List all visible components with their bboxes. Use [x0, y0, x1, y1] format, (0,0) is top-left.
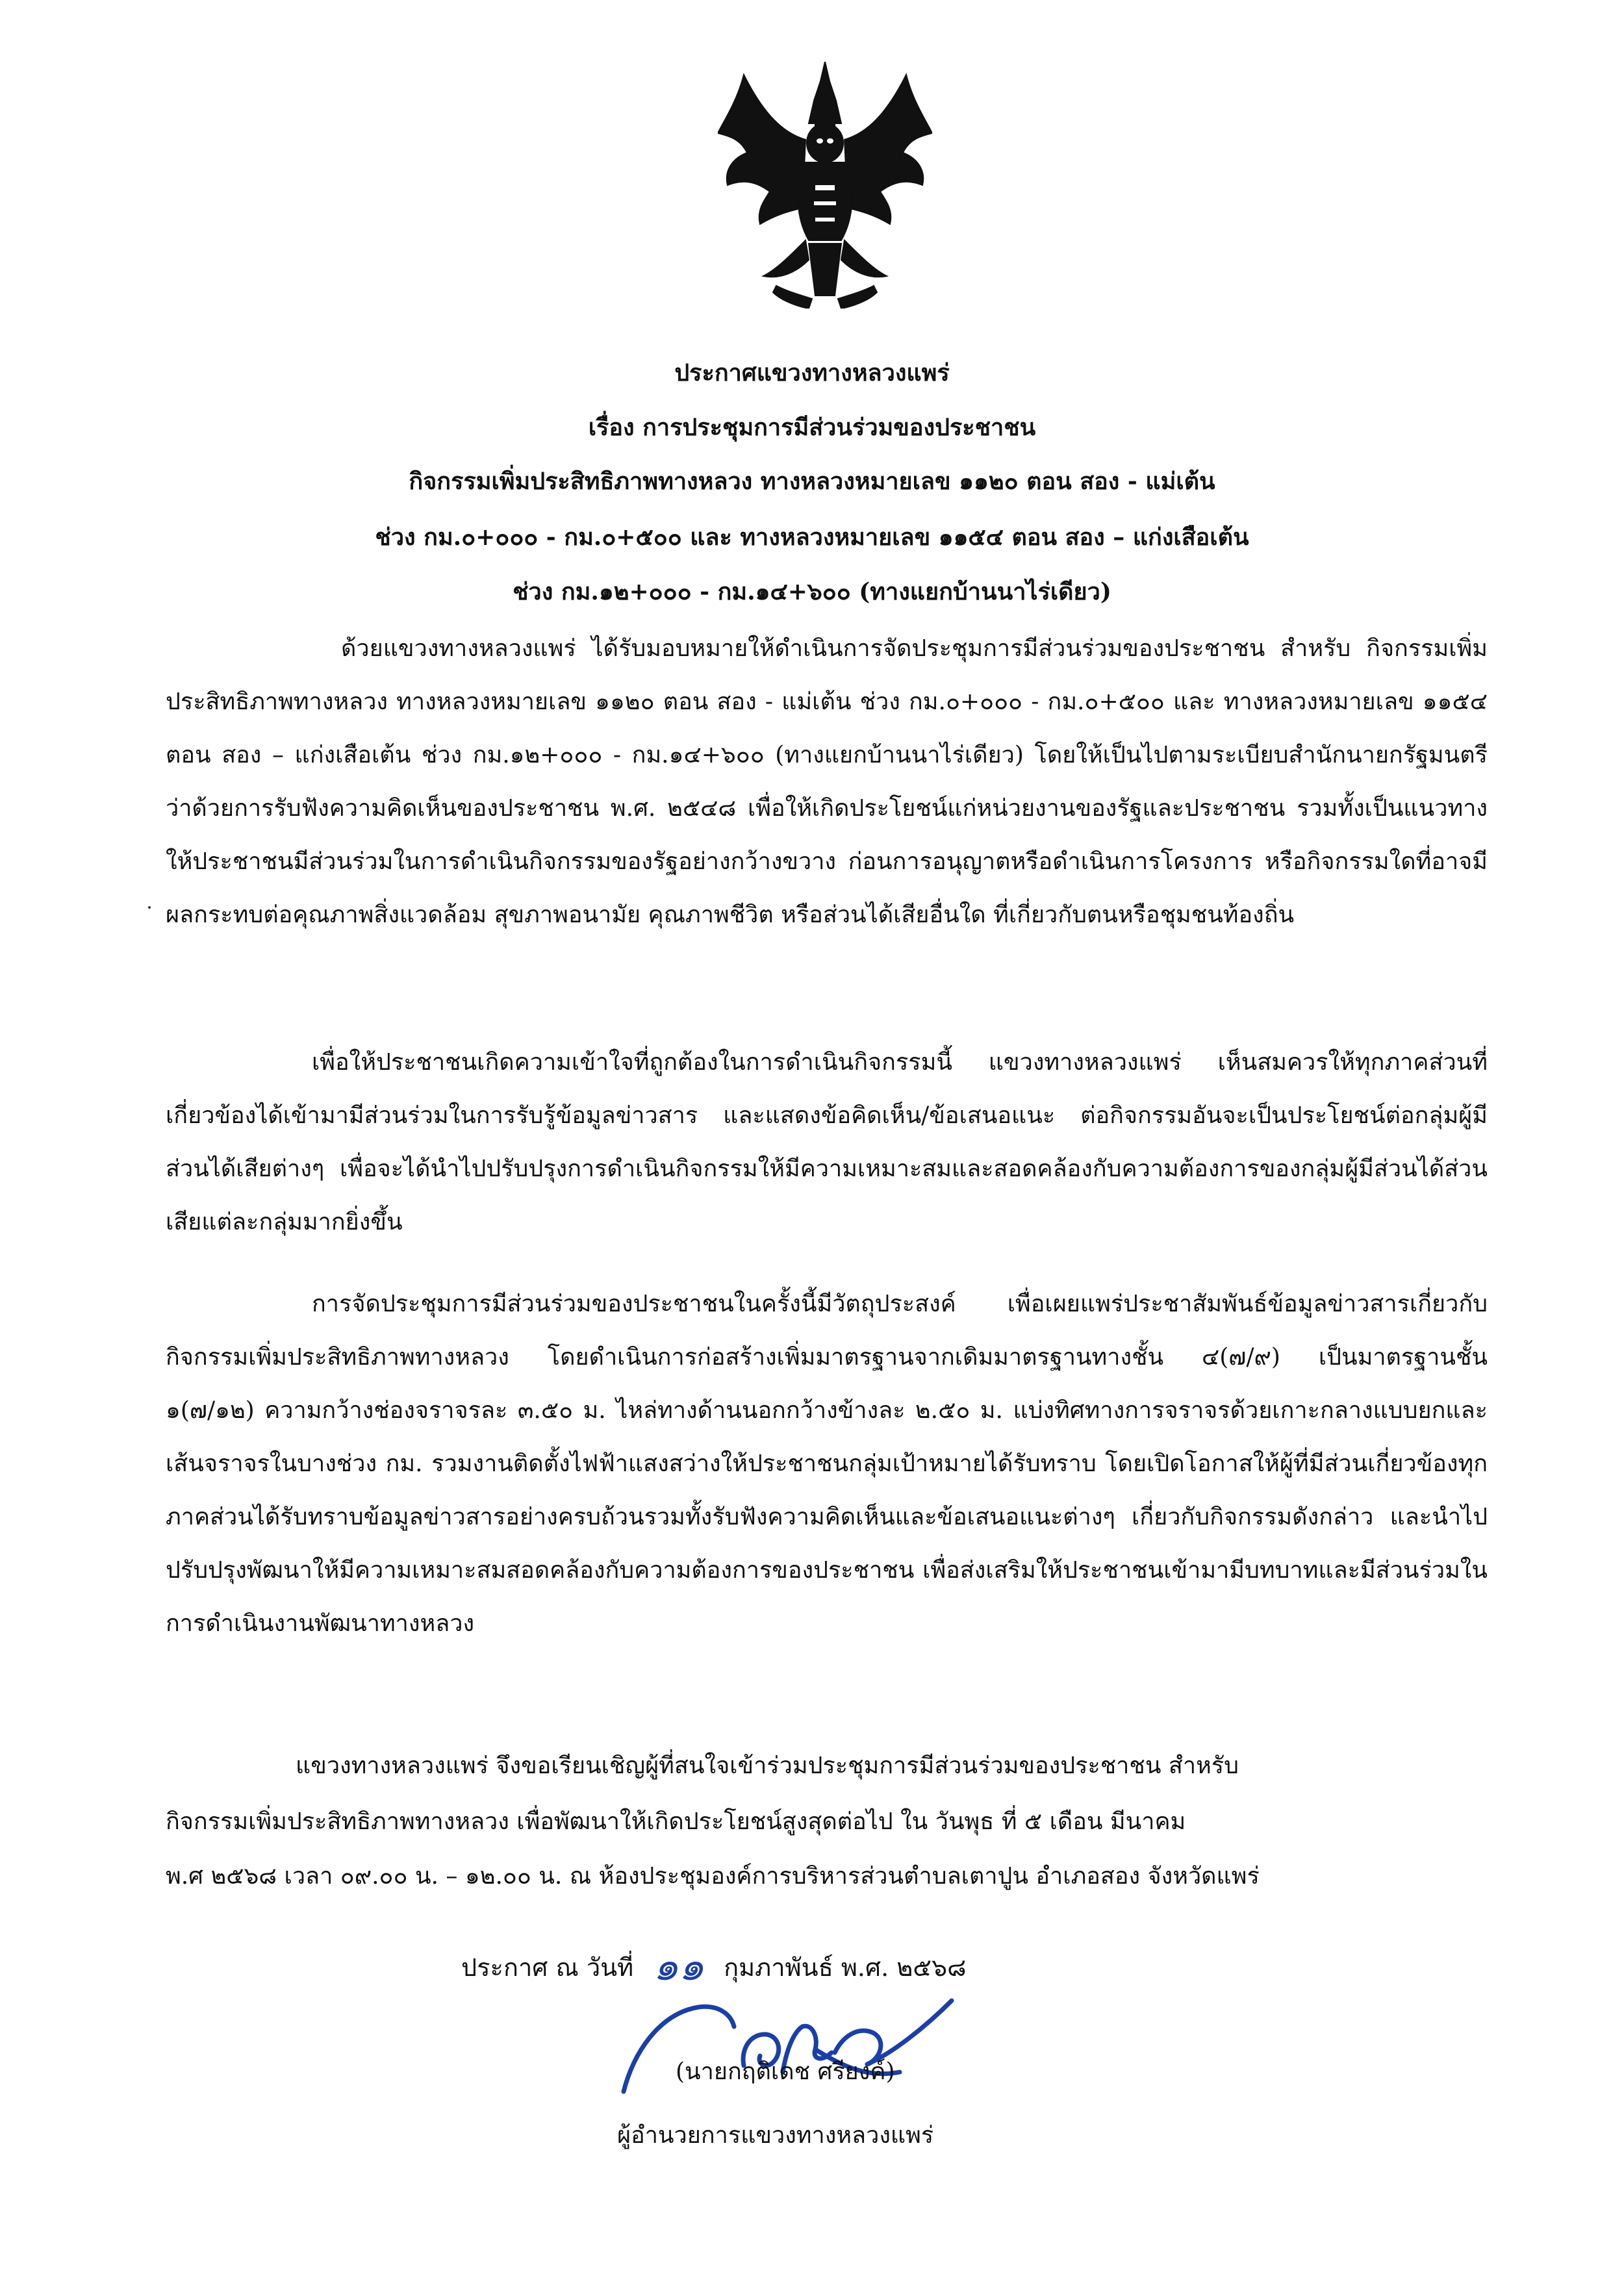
- paragraph-4-line-1: แขวงทางหลวงแพร่ จึงขอเรียนเชิญผู้ที่สนใจเข้าร่วมประชุมการมีส่วนร่วมของประชาชน สำหรับ: [296, 1753, 1239, 1779]
- section-range-line-1: ช่วง กม.๐+๐๐๐ - กม.๐+๕๐๐ และ ทางหลวงหมายเลข ๑๑๕๔ ตอน สอง – แก่งเสือเต้น: [375, 524, 1249, 551]
- date-prefix: ประกาศ ณ วันที่: [461, 1953, 634, 1982]
- scan-speck: [148, 906, 151, 909]
- activity-line: กิจกรรมเพิ่มประสิทธิภาพทางหลวง ทางหลวงหมายเลข ๑๑๒๐ ตอน สอง - แม่เต้น: [409, 468, 1215, 495]
- paragraph-4-line-2: กิจกรรมเพิ่มประสิทธิภาพทางหลวง เพื่อพัฒนาให้เกิดประโยชน์สูงสุดต่อไป ใน วันพุธ ที่ ๕ เดือน มีนาคม: [166, 1808, 1186, 1835]
- announcement-heading: ประกาศแขวงทางหลวงแพร่: [674, 359, 950, 386]
- section-range-line-2: ช่วง กม.๑๒+๐๐๐ - กม.๑๔+๖๐๐ (ทางแยกบ้านนาไร่เดียว): [513, 578, 1111, 605]
- date-day-handwritten: ๑๑: [653, 1942, 704, 1990]
- paragraph-1: ด้วยแขวงทางหลวงแพร่ ได้รับมอบหมายให้ดำเนินการจัดประชุมการมีส่วนร่วมของประชาชน สำหรับ กิจกรรมเพิ่มประสิทธิภาพทางหลวง ทางหลวงหมายเลข ๑๑๒๐ ตอน สอง - แม่เต้น ช่วง กม.๐+๐๐๐ - กม.๐+๕๐๐ และ ทางหลวงหมายเลข ๑๑๕๔ ตอน สอง – แก่งเสือเต้น ช่วง กม.๑๒+๐๐๐ - กม.๑๔+๖๐๐ (ทางแยกบ้านนาไร่เดียว) โดยให้เป็นไปตามระเบียบสำนักนายกรัฐมนตรี ว่าด้วยการรับฟังความคิดเห็นของประชาชน พ.ศ. ๒๕๔๘ เพื่อให้เกิดประโยชน์แก่หน่วยงานของรัฐและประชาชน รวมทั้งเป็นแนวทางให้ประชาชนมีส่วนร่วมในการดำเนินกิจกรรมของรัฐอย่างกว้างขวาง ก่อนการอนุญาตหรือดำเนินการโครงการ หรือกิจกรรมใดที่อาจมีผลกระทบต่อคุณภาพสิ่งแวดล้อม สุขภาพอนามัย คุณภาพชีวิต หรือส่วนได้เสียอื่นใด ที่เกี่ยวกับตนหรือชุมชนท้องถิ่น: [166, 635, 1488, 928]
- date-month-year: กุมภาพันธ์ พ.ศ. ๒๕๖๘: [724, 1953, 967, 1982]
- garuda-emblem-icon: [718, 62, 932, 309]
- paragraph-4-line-3: พ.ศ ๒๕๖๘ เวลา ๐๙.๐๐ น. – ๑๒.๐๐ น. ณ ห้องประชุมองค์การบริหารส่วนตำบลเตาปูน อำเภอสอง จังหวัดแพร่: [166, 1863, 1260, 1890]
- paragraph-3: การจัดประชุมการมีส่วนร่วมของประชาชนในครั้งนี้มีวัตถุประสงค์ เพื่อเผยแพร่ประชาสัมพันธ์ข้อมูลข่าวสารเกี่ยวกับกิจกรรมเพิ่มประสิทธิภาพทางหลวง โดยดำเนินการก่อสร้างเพิ่มมาตรฐานจากเดิมมาตรฐานทางชั้น ๔(๗/๙) เป็นมาตรฐานชั้น ๑(๗/๑๒) ความกว้างช่องจราจรละ ๓.๕๐ ม. ไหล่ทางด้านนอกกว้างข้างละ ๒.๕๐ ม. แบ่งทิศทางการจราจรด้วยเกาะกลางแบบยกและเส้นจราจรในบางช่วง กม. รวมงานติดตั้งไฟฟ้าแสงสว่างให้ประชาชนกลุ่มเป้าหมายได้รับทราบ โดยเปิดโอกาสให้ผู้ที่มีส่วนเกี่ยวข้องทุกภาคส่วนได้รับทราบข้อมูลข่าวสารอย่างครบถ้วนรวมทั้งรับฟังความคิดเห็นและข้อเสนอแนะต่างๆ เกี่ยวกับกิจกรรมดังกล่าว และนำไปปรับปรุงพัฒนาให้มีความเหมาะสมสอดคล้องกับความต้องการของประชาชน เพื่อส่งเสริมให้ประชาชนเข้ามามีบทบาทและมีส่วนร่วมในการดำเนินงานพัฒนาทางหลวง: [166, 1291, 1488, 1637]
- subject-line: เรื่อง การประชุมการมีส่วนร่วมของประชาชน: [588, 414, 1036, 441]
- signer-title: ผู้อำนวยการแขวงทางหลวงแพร่: [617, 2122, 934, 2149]
- signer-name: (นายกฤติเดช ศรียงค์): [676, 2058, 895, 2085]
- paragraph-2: เพื่อให้ประชาชนเกิดความเข้าใจที่ถูกต้องในการดำเนินกิจกรรมนี้ แขวงทางหลวงแพร่ เห็นสมควรให้ทุกภาคส่วนที่เกี่ยวข้องได้เข้ามามีส่วนร่วมในการรับรู้ข้อมูลข่าวสาร และแสดงข้อคิดเห็น/ข้อเสนอแนะ ต่อกิจกรรมอันจะเป็นประโยชน์ต่อกลุ่มผู้มีส่วนได้เสียต่างๆ เพื่อจะได้นำไปปรับปรุงการดำเนินกิจกรรมให้มีความเหมาะสมและสอดคล้องกับความต้องการของกลุ่มผู้มีส่วนได้ส่วนเสียแต่ละกลุ่มมากยิ่งขึ้น: [166, 1049, 1488, 1235]
